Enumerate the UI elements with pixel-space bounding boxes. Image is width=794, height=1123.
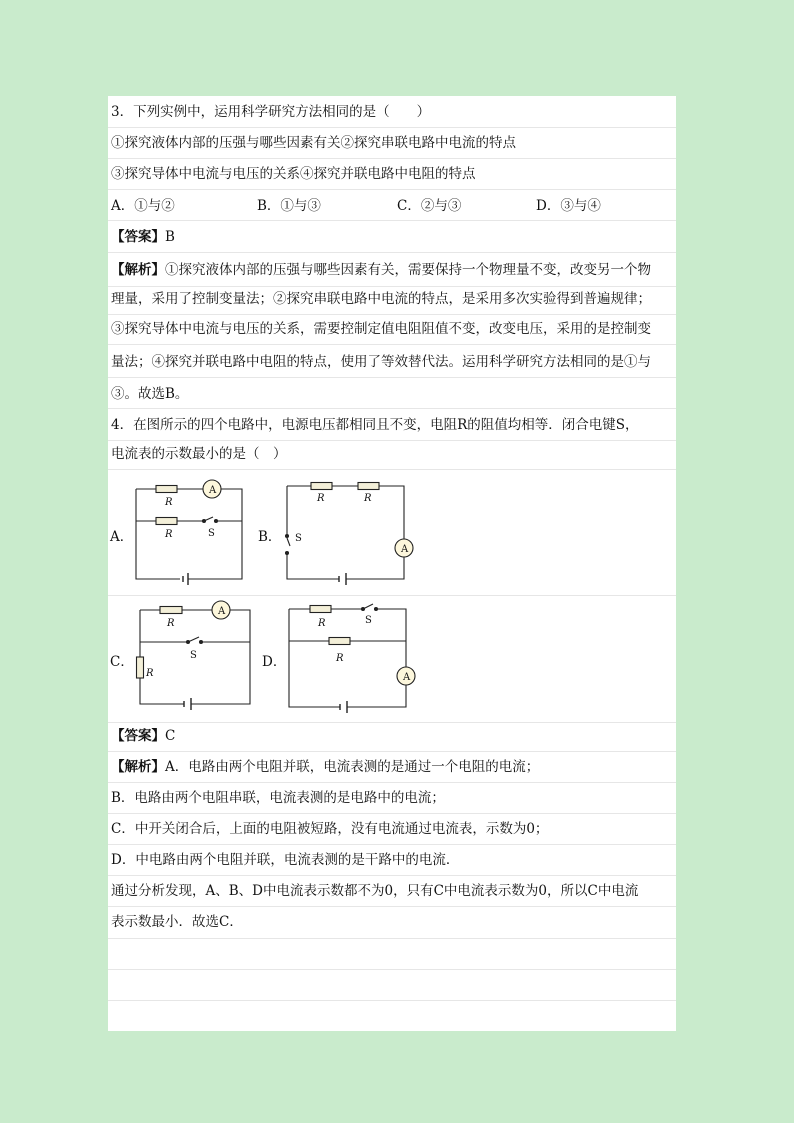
- answer-tag: 【答案】: [111, 229, 165, 245]
- resistor-label: R: [318, 618, 326, 629]
- document-page: [108, 96, 676, 1031]
- divider: [108, 906, 676, 907]
- q3-analysis-line-2: 理量，采用了控制变量法；②探究串联电路中电流的特点，是采用多次实验得到普遍规律；: [111, 291, 651, 307]
- q4-analysis-line-4: D．中电路由两个电阻并联，电流表测的是干路中的电流．: [111, 852, 460, 868]
- resistor: [137, 657, 144, 678]
- battery-icon: [339, 573, 346, 585]
- divider: [108, 722, 676, 723]
- q3-stem: 3．下列实例中，运用科学研究方法相同的是（ ）: [111, 104, 431, 120]
- resistor-label: R: [146, 668, 154, 679]
- resistor-label: R: [364, 493, 372, 504]
- ammeter-label: A: [401, 544, 409, 555]
- resistor: [311, 483, 332, 490]
- q4-analysis-line-5: 通过分析发现，A、B、D中电流表示数都不为0，只有C中电流表示数为0，所以C中电流: [111, 883, 639, 899]
- q3-analysis-line-3: ③探究导体中电流与电压的关系，需要控制定值电阻阻值不变，改变电压，采用的是控制变: [111, 321, 651, 337]
- q3-analysis-line-4: 量法；④探究并联电路中电阻的特点，使用了等效替代法。运用科学研究方法相同的是①与: [111, 354, 651, 370]
- divider: [108, 751, 676, 752]
- ammeter-label: A: [403, 672, 411, 683]
- resistor: [310, 606, 331, 613]
- answer-tag: 【答案】: [111, 728, 165, 744]
- ammeter-label: A: [218, 606, 226, 617]
- q4-analysis-line-3: C．中开关闭合后，上面的电阻被短路，没有电流通过电流表，示数为0；: [111, 821, 549, 837]
- q4-analysis-line-1: 【解析】A．电路由两个电阻并联，电流表测的是通过一个电阻的电流；: [111, 759, 540, 775]
- q3-option-d: D．③与④: [536, 198, 601, 214]
- divider: [108, 875, 676, 876]
- resistor: [358, 483, 379, 490]
- resistor: [329, 638, 350, 645]
- q4-stem-2: 电流表的示数最小的是（ ）: [111, 446, 287, 462]
- q4-analysis-line-6: 表示数最小．故选C．: [111, 914, 243, 930]
- circuit-a: [136, 480, 415, 713]
- resistor: [156, 486, 177, 493]
- switch-label: S: [295, 533, 302, 544]
- q3-line1: ①探究液体内部的压强与哪些因素有关②探究串联电路中电流的特点: [111, 135, 516, 151]
- divider: [108, 844, 676, 845]
- q4-stem-1: 4．在图所示的四个电路中，电源电压都相同且不变，电阻R的阻值均相等．闭合电键S，: [111, 417, 639, 433]
- divider: [108, 1000, 676, 1001]
- analysis-tag: 【解析】: [111, 262, 165, 278]
- q3-analysis-line-5: ③。故选B。: [111, 386, 189, 402]
- switch-label: S: [208, 528, 215, 539]
- resistor-label: R: [165, 497, 173, 508]
- q3-line2: ③探究导体中电流与电压的关系④探究并联电路中电阻的特点: [111, 166, 476, 182]
- q3-option-c: C．②与③: [397, 198, 462, 214]
- resistor-label: R: [317, 493, 325, 504]
- battery-icon: [340, 701, 347, 713]
- switch-label: S: [190, 650, 197, 661]
- circuit-b-label: B．: [258, 529, 282, 545]
- circuit-d-label: D．: [262, 654, 287, 670]
- q4-analysis-line-2: B．电路由两个电阻串联，电流表测的是电路中的电流；: [111, 790, 445, 806]
- divider: [108, 782, 676, 783]
- analysis-tag: 【解析】: [111, 759, 165, 775]
- circuit-c-label: C．: [110, 654, 134, 670]
- q3-analysis-line-1: 【解析】①探究液体内部的压强与哪些因素有关，需要保持一个物理量不变，改变另一个物: [111, 262, 651, 278]
- q4-answer-line: [108, 728, 676, 744]
- ammeter-label: A: [209, 485, 217, 496]
- divider: [108, 969, 676, 970]
- divider: [108, 813, 676, 814]
- battery-icon: [183, 573, 188, 585]
- resistor: [160, 607, 182, 614]
- resistor-label: R: [165, 529, 173, 540]
- battery-icon: [184, 698, 191, 710]
- divider: [108, 938, 676, 939]
- resistor-label: R: [336, 653, 344, 664]
- q3-option-a: A．①与②: [111, 198, 175, 214]
- circuit-a-label: A．: [110, 529, 134, 545]
- q3-option-b: B．①与③: [257, 198, 321, 214]
- q3-answer: B: [165, 229, 175, 245]
- resistor: [156, 518, 177, 525]
- q4-answer: C: [165, 728, 176, 744]
- switch-label: S: [365, 615, 372, 626]
- resistor-label: R: [167, 618, 175, 629]
